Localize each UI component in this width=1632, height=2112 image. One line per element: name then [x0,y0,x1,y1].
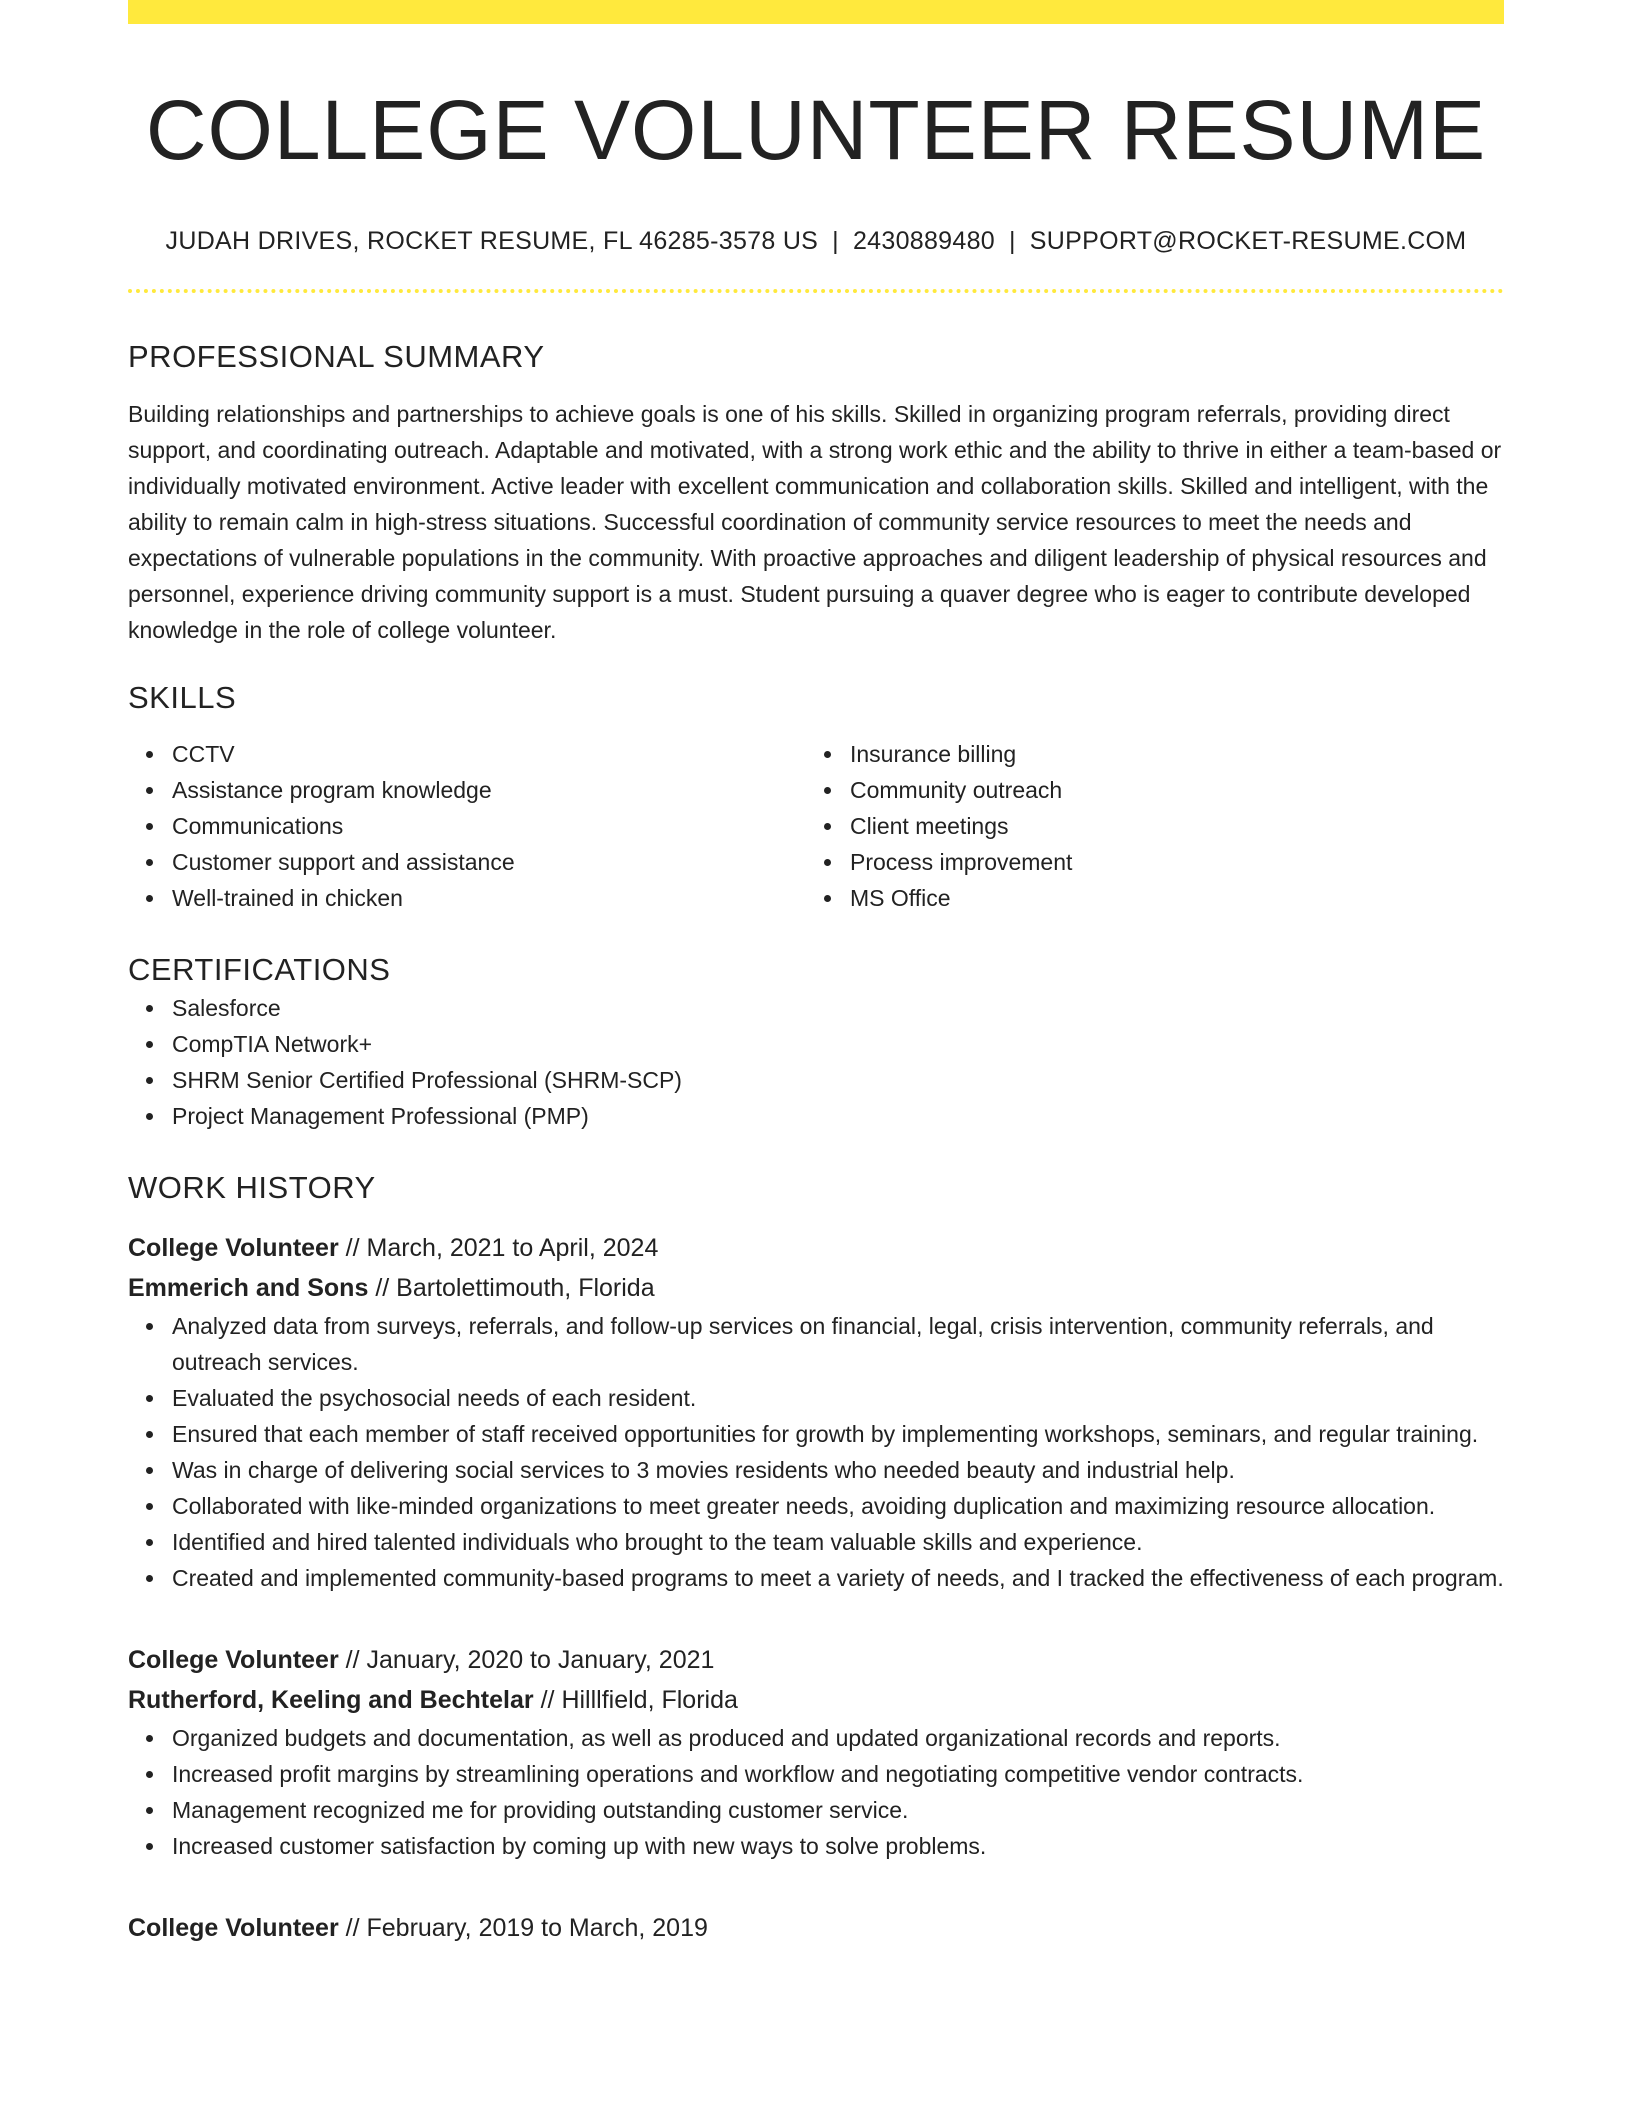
field-divider: // [345,1234,360,1263]
summary-heading: PROFESSIONAL SUMMARY [128,339,545,375]
job-duty: Increased profit margins by streamlining operations and workflow and negotiating competitive vendor contracts. [172,1756,1504,1792]
job-company: Rutherford, Keeling and Bechtelar [128,1686,534,1715]
job-role: College Volunteer [128,1914,339,1943]
skills-heading: SKILLS [128,679,237,715]
summary-text: Building relationships and partnerships to achieve goals is one of his skills. Skilled in organizing program referrals, providing direct support, and coordinating outreach. Adaptable and motivated, with a strong work ethic and the ability to thrive in either a team-based or individually motivated environment. Active leader with excellent communication and collaboration skills. Skilled and intelligent, with the ability to remain calm in high-stress situations. Successful coordination of community service resources to meet the needs and expectations of vulnerable populations in the community. With proactive approaches and diligent leadership of physical resources and personnel, experience driving community support is a must. Student pursuing a quaver degree who is eager to contribute developed knowledge in the role of college volunteer. [128,400,1502,643]
job-duty: Collaborated with like-minded organizations to meet greater needs, avoiding duplication and maximizing resource allocation. [172,1488,1504,1524]
field-divider: // [540,1686,555,1715]
skills-list-left [128,736,806,916]
contact-line [128,225,1504,258]
skill-item: Community outreach [850,772,1484,808]
skills-column-left [128,736,806,916]
job-role-line [128,1908,1504,1948]
job-duty: Organized budgets and documentation, as well as produced and updated organizational records and reports. [172,1720,1504,1756]
job-role-line [128,1228,1504,1268]
resume-page [128,0,1504,1948]
skills-column-right [806,736,1484,916]
certifications-list [128,990,1504,1134]
job-duty: Management recognized me for providing outstanding customer service. [172,1792,1504,1828]
job-duty: Identified and hired talented individuals who brought to the team valuable skills and experience. [172,1524,1504,1560]
skills-columns [128,736,1504,916]
contact-address: JUDAH DRIVES, ROCKET RESUME, FL 46285-3578 US [165,226,819,255]
job-duty: Ensured that each member of staff received opportunities for growth by implementing workshops, seminars, and regular training. [172,1416,1504,1452]
job-location: Hilllfield, Florida [561,1686,738,1715]
job-company: Emmerich and Sons [128,1274,369,1303]
job-company-line [128,1680,1504,1720]
job-dates: March, 2021 to April, 2024 [366,1234,659,1263]
skill-item: Well-trained in chicken [172,880,806,916]
job-duty: Evaluated the psychosocial needs of each resident. [172,1380,1504,1416]
resume-title: COLLEGE VOLUNTEER RESUME [145,83,1487,177]
job-duties-list [128,1720,1504,1864]
job-role: College Volunteer [128,1234,339,1263]
contact-separator: | [1009,226,1016,255]
skill-item: Insurance billing [850,736,1484,772]
field-divider: // [375,1274,390,1303]
dotted-divider [128,289,1504,293]
job-role-line [128,1640,1504,1680]
job-entry [128,1228,1504,1596]
job-role: College Volunteer [128,1646,339,1675]
work-history-heading: WORK HISTORY [128,1170,376,1206]
job-entry [128,1908,1504,1948]
job-dates: January, 2020 to January, 2021 [366,1646,715,1675]
field-divider: // [345,1914,360,1943]
job-dates: February, 2019 to March, 2019 [366,1914,708,1943]
skill-item: Process improvement [850,844,1484,880]
job-duty: Created and implemented community-based programs to meet a variety of needs, and I tracked the effectiveness of each program. [172,1560,1504,1596]
skill-item: Customer support and assistance [172,844,806,880]
job-duties-list [128,1308,1504,1596]
contact-email: SUPPORT@ROCKET-RESUME.COM [1029,226,1467,255]
certification-item: CompTIA Network+ [172,1026,1504,1062]
top-accent-bar [128,0,1504,24]
skill-item: Assistance program knowledge [172,772,806,808]
certifications-heading: CERTIFICATIONS [128,951,391,987]
skills-list-right [806,736,1484,916]
job-company-line [128,1268,1504,1308]
skill-item: CCTV [172,736,806,772]
job-duty: Analyzed data from surveys, referrals, and follow-up services on financial, legal, crisis intervention, community referrals, and outreach services. [172,1308,1504,1380]
skill-item: MS Office [850,880,1484,916]
certification-item: Salesforce [172,990,1504,1026]
job-duty: Increased customer satisfaction by coming up with new ways to solve problems. [172,1828,1504,1864]
skill-item: Communications [172,808,806,844]
certification-item: SHRM Senior Certified Professional (SHRM-SCP) [172,1062,1504,1098]
contact-separator: | [832,226,839,255]
contact-phone: 2430889480 [852,226,995,255]
skill-item: Client meetings [850,808,1484,844]
job-duty: Was in charge of delivering social services to 3 movies residents who needed beauty and industrial help. [172,1452,1504,1488]
job-entry [128,1640,1504,1864]
certification-item: Project Management Professional (PMP) [172,1098,1504,1134]
field-divider: // [345,1646,360,1675]
job-location: Bartolettimouth, Florida [396,1274,655,1303]
